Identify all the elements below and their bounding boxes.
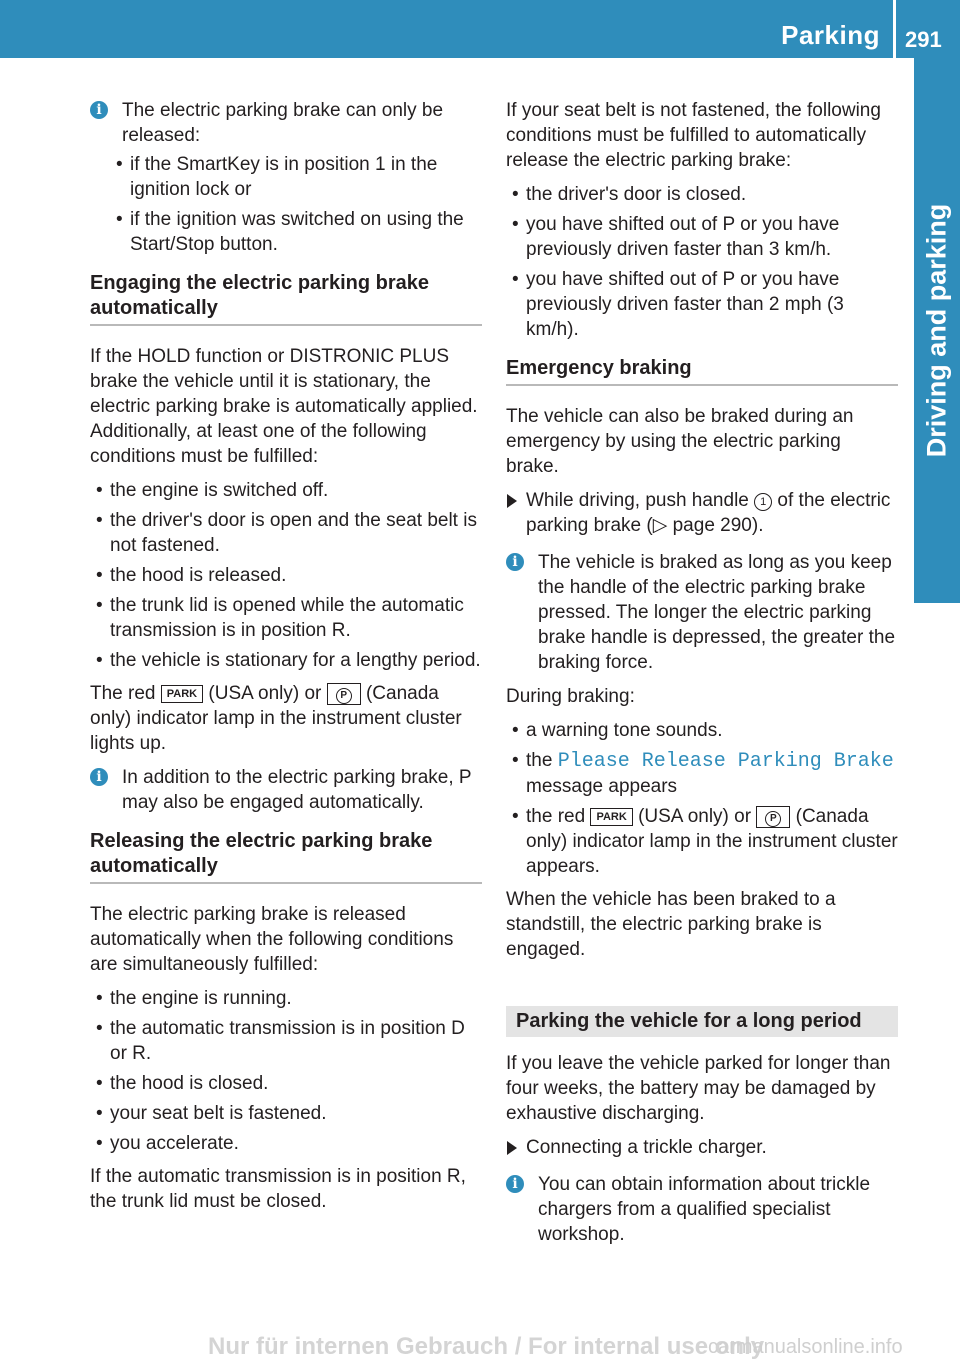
releasing-conditions-list xyxy=(90,986,482,1156)
item-text-mid: (USA only) or xyxy=(638,806,752,827)
list-item: • you have shifted out of P or you have previously driven faster than 3 km/h. xyxy=(506,212,898,262)
info-icon: i xyxy=(90,768,108,786)
list-item: • the driver's door is closed. xyxy=(506,182,898,207)
side-tab xyxy=(914,58,960,603)
list-item: • if the ignition was switched on using the Start/Stop button. xyxy=(110,207,482,257)
park-lamp-icon: PARK xyxy=(161,685,203,703)
p-circle-lamp-icon: P xyxy=(756,806,790,828)
item-text-pre: the xyxy=(526,750,553,771)
left-column xyxy=(90,98,482,1223)
lamp-text-post: (Canada only) indicator lamp in the instrument cluster lights up. xyxy=(90,683,462,754)
page-number: 291 xyxy=(905,27,942,52)
lamp-text-pre: The red xyxy=(90,683,156,704)
release-conditions-list xyxy=(110,152,482,257)
display-message: Please Release Parking Brake xyxy=(557,750,894,773)
item-text-post: (Canada only) indicator lamp in the instrument cluster appears. xyxy=(526,806,898,877)
item-text-post: message appears xyxy=(526,776,678,797)
paragraph-trunk: If the automatic transmission is in position R, the trunk lid must be closed. xyxy=(90,1166,466,1212)
list-item xyxy=(506,804,898,879)
engaging-conditions-list xyxy=(90,478,482,673)
p-circle-lamp-icon: P xyxy=(327,683,361,705)
side-tab-label: Driving and parking xyxy=(921,203,952,458)
paragraph-during: During braking: xyxy=(506,686,635,707)
paragraph-long-period: If you leave the vehicle parked for longer than four weeks, the battery may be damaged by exhaustive discharging. xyxy=(506,1053,891,1124)
site-watermark: carmanualsonline.info xyxy=(708,1336,903,1358)
right-column xyxy=(506,98,898,1256)
info-note-emergency xyxy=(506,550,898,675)
list-item: • the driver's door is open and the seat belt is not fastened. xyxy=(90,508,482,558)
info-note-auto-p xyxy=(90,765,482,815)
list-item: • the engine is running. xyxy=(90,986,482,1011)
step-trickle-charger xyxy=(506,1135,898,1160)
step-text-pre: While driving, push handle xyxy=(526,490,749,511)
seatbelt-conditions-list xyxy=(506,182,898,342)
info-text: The vehicle is braked as long as you keep the handle of the electric parking brake pressed. The longer the electric parking brake handle is depressed, the greater the braking force. xyxy=(538,552,896,673)
list-item: • a warning tone sounds. xyxy=(506,718,898,743)
step-text: Connecting a trickle charger. xyxy=(526,1137,767,1158)
info-icon: i xyxy=(506,1175,524,1193)
section-band-long-period: Parking the vehicle for a long period xyxy=(506,1006,898,1037)
callout-number-icon: 1 xyxy=(754,493,772,511)
step-arrow-icon xyxy=(507,494,517,508)
during-braking-list xyxy=(506,718,898,879)
step-push-handle xyxy=(506,488,898,538)
paragraph-emergency: The vehicle can also be braked during an emergency by using the electric parking brake. xyxy=(506,406,854,477)
list-item: • if the SmartKey is in position 1 in the ignition lock or xyxy=(110,152,482,202)
info-text: The electric parking brake can only be released: xyxy=(122,100,444,146)
list-item: • your seat belt is fastened. xyxy=(90,1101,482,1126)
section-title: Parking xyxy=(781,20,880,50)
info-note-release xyxy=(90,98,482,257)
lamp-text-mid: (USA only) or xyxy=(208,683,322,704)
list-item: • the engine is switched off. xyxy=(90,478,482,503)
list-item xyxy=(506,748,898,799)
paragraph-releasing: The electric parking brake is released automatically when the following conditions are simultaneously fulfilled: xyxy=(90,904,454,975)
heading-engaging: Engaging the electric parking brake automatically xyxy=(90,271,482,326)
heading-releasing: Releasing the electric parking brake automatically xyxy=(90,829,482,884)
step-arrow-icon xyxy=(507,1141,517,1155)
paragraph-lamp xyxy=(90,681,482,756)
list-item: • you accelerate. xyxy=(90,1131,482,1156)
info-icon: i xyxy=(90,101,108,119)
paragraph-standstill: When the vehicle has been braked to a standstill, the electric parking brake is engaged. xyxy=(506,889,836,960)
paragraph-seatbelt: If your seat belt is not fastened, the following conditions must be fulfilled to automatically release the electric parking brake: xyxy=(506,100,881,171)
list-item: • the hood is released. xyxy=(90,563,482,588)
header-divider xyxy=(893,0,896,58)
info-icon: i xyxy=(506,553,524,571)
list-item: • the hood is closed. xyxy=(90,1071,482,1096)
park-lamp-icon: PARK xyxy=(590,808,632,826)
info-text: In addition to the electric parking brake, P may also be engaged automatically. xyxy=(122,767,472,813)
header-bar xyxy=(0,0,960,58)
list-item: • the vehicle is stationary for a lengthy period. xyxy=(90,648,482,673)
list-item: • the automatic transmission is in position D or R. xyxy=(90,1016,482,1066)
info-note-charger xyxy=(506,1172,898,1247)
list-item: • you have shifted out of P or you have previously driven faster than 2 mph (3 km/h). xyxy=(506,267,898,342)
info-text: You can obtain information about trickle chargers from a qualified specialist workshop. xyxy=(538,1174,871,1245)
step-text-post: of the electric parking brake (▷ page 290). xyxy=(526,490,891,536)
paragraph-engaging: If the HOLD function or DISTRONIC PLUS brake the vehicle until it is stationary, the electric parking brake is automatically applied. Additionally, at least one of the following conditions must be fulfilled: xyxy=(90,346,478,467)
list-item: • the trunk lid is opened while the automatic transmission is in position R. xyxy=(90,593,482,643)
heading-emergency: Emergency braking xyxy=(506,356,898,386)
watermark: Nur für internen Gebrauch / For internal use only xyxy=(208,1333,765,1360)
item-text-pre: the red xyxy=(526,806,586,827)
